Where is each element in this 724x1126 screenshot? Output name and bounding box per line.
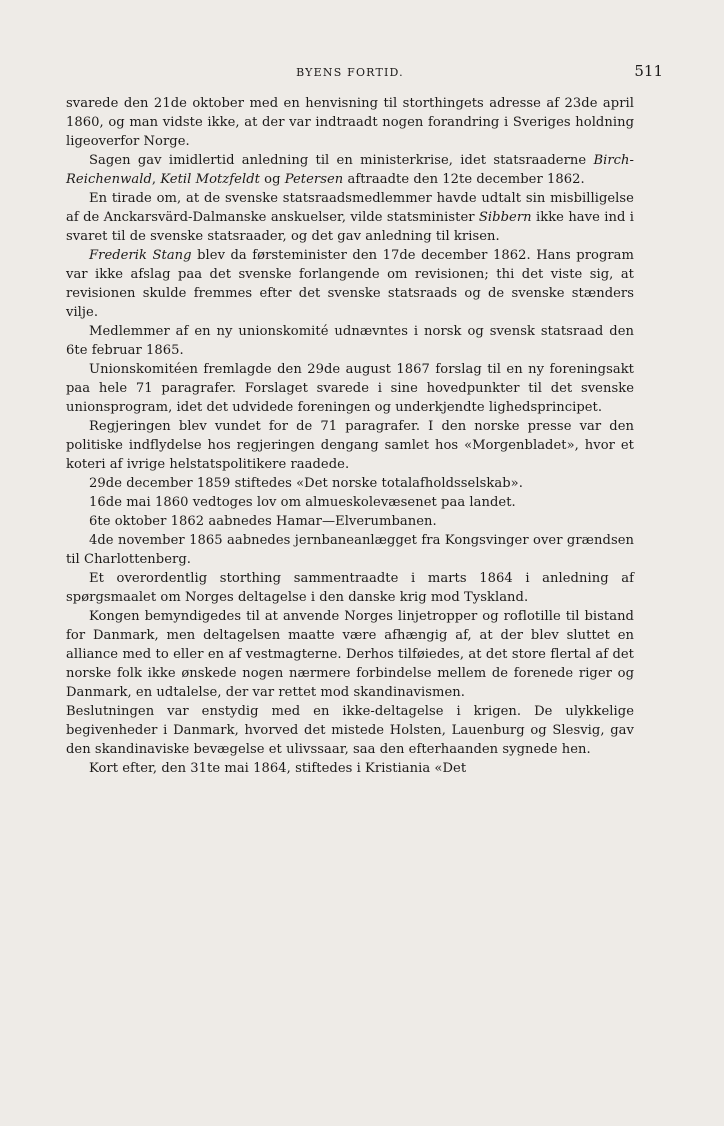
italic-name: Frederik Stang	[89, 248, 192, 263]
italic-name: Sibbern	[478, 210, 532, 225]
text-segment: 29de december 1859 stiftedes «Det norske totalafholdsselskab».	[89, 476, 523, 491]
text-segment: blev da førsteminister den 17de december 1862. Hans program var ikke afslag paa det svenske forlangende om revisionen; thi det viste sig, at revisionen skulde fremmes efter det svenske statsraads og de svenske stænders vilje.	[66, 248, 635, 320]
body-text	[66, 94, 634, 778]
italic-name: Ketil Motzfeldt	[160, 172, 260, 187]
text-segment: 16de mai 1860 vedtoges lov om almueskolevæsenet paa landet.	[89, 495, 516, 510]
text-segment: Unionskomitéen fremlagde den 29de august 1867 forslag til en ny foreningsakt paa hele 71 paragrafer. Forslaget svarede i sine hovedpunkter til det svenske unionsprogram, idet det udvidede foreningen og underkjendte lighedsprincipet.	[66, 362, 634, 415]
text-segment: Et overordentlig storthing sammentraadte i marts 1864 i anledning af spørgsmaalet om Norges deltagelse i den danske krig mod Tyskland.	[66, 571, 634, 605]
italic-name: Petersen	[284, 172, 344, 187]
paragraph	[66, 474, 634, 493]
text-segment: 6te oktober 1862 aabnedes Hamar—Elverumbanen.	[89, 514, 437, 529]
paragraph	[66, 493, 634, 512]
paragraph	[66, 94, 634, 151]
text-segment: Beslutningen var enstydig med en ikke-deltagelse i krigen. De ulykkelige begivenheder i Danmark, hvorved det mistede Holsten, Lauenburg og Slesvig, gav den skandinaviske bevægelse et ulivssaar, saa den efterhaanden sygnede hen.	[66, 704, 634, 757]
paragraph	[66, 322, 634, 360]
text-segment: Medlemmer af en ny unionskomité udnævntes i norsk og svensk statsraad den 6te februar 1865.	[66, 324, 634, 358]
page-number: 511	[634, 62, 663, 80]
text-segment: Regjeringen blev vundet for de 71 paragrafer. I den norske presse var den politiske indflydelse hos regjeringen dengang samlet hos «Morgenbladet», hvor et koteri af ivrige helstatspolitikere raadede.	[66, 419, 634, 472]
italic-name: Birch-Reichenwald	[66, 153, 634, 187]
paragraph	[66, 246, 634, 322]
text-segment: 4de november 1865 aabnedes jernbaneanlægget fra Kongsvinger over grændsen til Charlottenberg.	[66, 533, 634, 567]
running-head	[66, 60, 663, 88]
text-segment: En tirade om, at de svenske statsraadsmedlemmer havde udtalt sin misbilligelse af de Anckarsvärd-Dalmanske anskuelser, vilde statsminister	[66, 191, 634, 225]
paragraph	[66, 531, 634, 569]
text-segment: Sagen gav imidlertid anledning til en ministerkrise, idet statsraaderne	[89, 153, 594, 168]
text-segment: aftraadte den 12te december 1862.	[343, 172, 585, 187]
paragraph	[66, 360, 634, 417]
paragraph	[66, 151, 634, 189]
text-segment: Kongen bemyndigedes til at anvende Norges linjetropper og roflotille til bistand for Danmark, men deltagelsen maatte være afhængig af, at der blev sluttet en alliance med to eller en af vestmagterne. Derhos tilføiedes, at det store flertal af det norske folk ikke ønskede nogen nærmere forbindelse mellem de forenede riger og Danmark, en udtalelse, der var rettet mod skandinavismen.	[66, 609, 634, 700]
running-title: BYENS FORTID.	[296, 66, 404, 79]
text-segment: svarede den 21de oktober med en henvisning til storthingets adresse af 23de april 1860, og man vidste ikke, at der var indtraadt nogen forandring i Sveriges holdning ligeoverfor Norge.	[66, 96, 634, 149]
paragraph	[66, 569, 634, 607]
paragraph	[66, 189, 634, 246]
paragraph	[66, 417, 634, 474]
paragraph	[66, 607, 634, 702]
paragraph	[66, 759, 634, 778]
text-segment: ,	[151, 172, 161, 187]
text-segment: ikke have ind i svaret til de svenske statsraader, og det gav anledning til krisen.	[66, 210, 634, 244]
text-segment: og	[259, 172, 285, 187]
paragraph	[66, 512, 634, 531]
text-segment: Kort efter, den 31te mai 1864, stiftedes i Kristiania «Det	[89, 761, 467, 776]
paragraph	[66, 702, 634, 759]
